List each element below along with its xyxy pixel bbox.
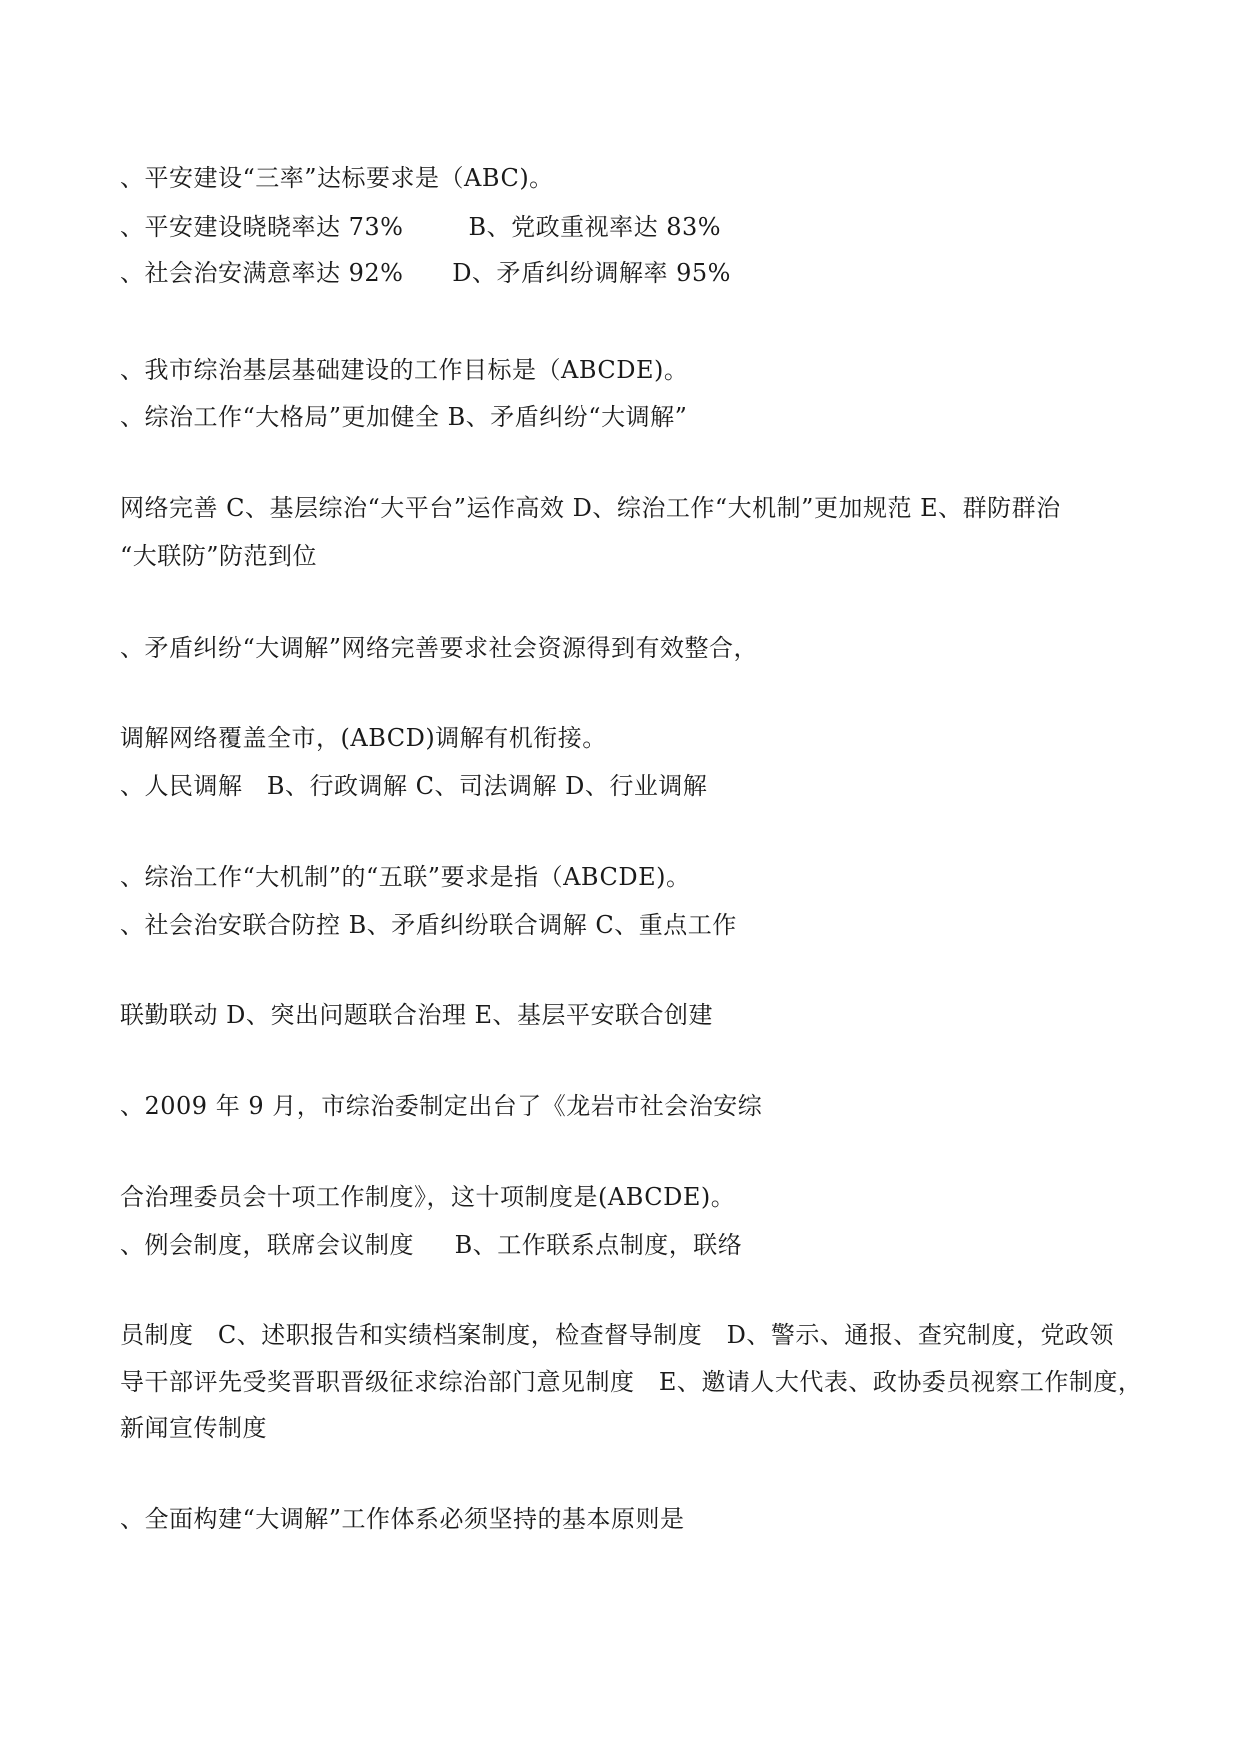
question-6-stem: 、全面构建“大调解”工作体系必须坚持的基本原则是 [120, 1505, 685, 1533]
question-1-options-line-1: 、平安建设晓晓率达 73% B、党政重视率达 83% [120, 213, 722, 241]
question-5-options-line-1: 、例会制度，联席会议制度 B、工作联系点制度，联络 [120, 1231, 743, 1259]
question-1-options-line-2: 、社会治安满意率达 92% D、矛盾纠纷调解率 95% [120, 259, 731, 287]
question-5-stem-line-2: 合治理委员会十项工作制度》，这十项制度是(ABCDE)。 [120, 1183, 736, 1211]
question-5-options-line-2: 员制度 C、述职报告和实绩档案制度，检查督导制度 D、警示、通报、查究制度，党政领 [120, 1321, 1114, 1349]
question-4-options-line-1: 、社会治安联合防控 B、矛盾纠纷联合调解 C、重点工作 [120, 911, 737, 939]
question-4-stem: 、综治工作“大机制”的“五联”要求是指（ABCDE)。 [120, 863, 691, 891]
question-2-options-line-1: 、综治工作“大格局”更加健全 B、矛盾纠纷“大调解” [120, 403, 688, 431]
question-5-stem-line-1: 、2009 年 9 月，市综治委制定出台了《龙岩市社会治安综 [120, 1092, 763, 1120]
question-1-stem: 、平安建设“三率”达标要求是（ABC)。 [120, 164, 554, 192]
question-2-options-line-2: 网络完善 C、基层综治“大平台”运作高效 D、综治工作“大机制”更加规范 E、群防群治 [120, 494, 1061, 522]
question-3-stem-line-1: 、矛盾纠纷“大调解”网络完善要求社会资源得到有效整合， [120, 634, 759, 662]
question-3-options: 、人民调解 B、行政调解 C、司法调解 D、行业调解 [120, 772, 708, 800]
question-5-options-line-4: 新闻宣传制度 [120, 1414, 267, 1442]
question-2-stem: 、我市综治基层基础建设的工作目标是（ABCDE)。 [120, 356, 689, 384]
question-5-options-line-3: 导干部评先受奖晋职晋级征求综治部门意见制度 E、邀请人大代表、政协委员视察工作制度， [120, 1368, 1143, 1396]
question-3-stem-line-2: 调解网络覆盖全市，(ABCD)调解有机衔接。 [120, 724, 607, 752]
question-2-options-line-3: “大联防”防范到位 [120, 542, 318, 570]
question-4-options-line-2: 联勤联动 D、突出问题联合治理 E、基层平安联合创建 [120, 1001, 714, 1029]
